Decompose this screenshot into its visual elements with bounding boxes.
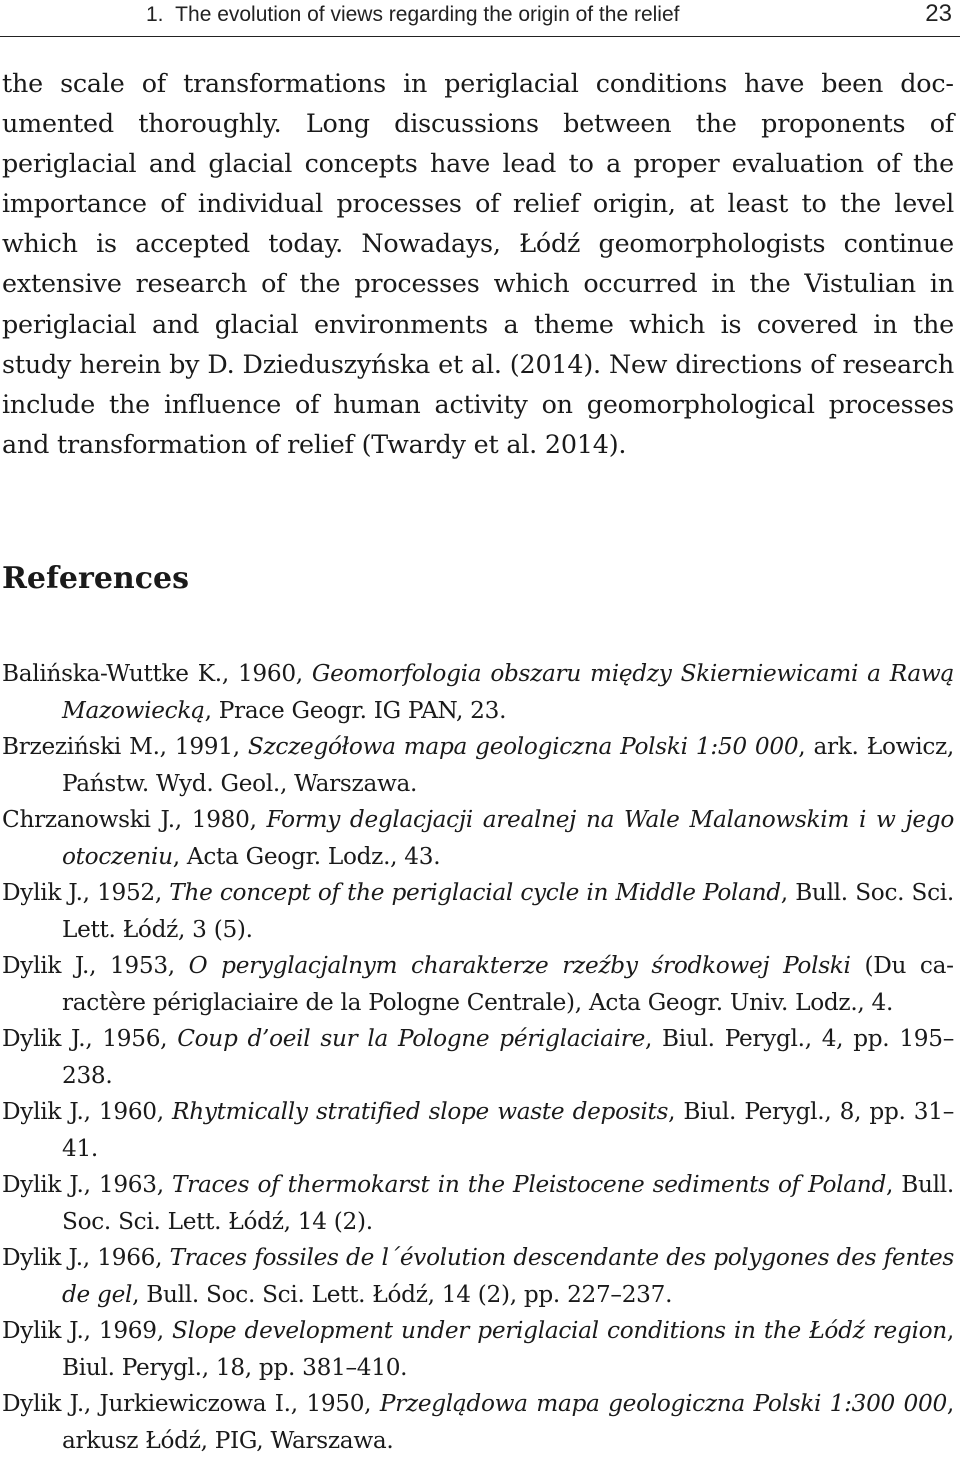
ref-year: , 1966, xyxy=(82,1244,170,1271)
ref-rest: , Acta Geogr. Lodz., 43. xyxy=(172,842,441,870)
references-list xyxy=(2,656,954,1459)
ref-author: Brzeziński M. xyxy=(2,733,160,760)
body-paragraph xyxy=(2,63,954,464)
ref-author: Dylik J. xyxy=(2,1098,84,1125)
ref-year: , 1960, xyxy=(221,660,312,687)
ref-author: Dylik J. xyxy=(2,1171,84,1198)
paragraph-part-b: Nowadays, Łódź geomorphologists continue extensive research of the processes which occurred in the Vistulian in periglacial and glacial environments a theme which is covered in the study herein by D. Dzieduszyńska et al. (2014). New directions of research include the influence of human activity on geomorphological processes and transformation of relief (Twardy et al. 2014). xyxy=(2,228,954,459)
ref-year: , 1956, xyxy=(85,1025,178,1052)
chapter-title: 1. The evolution of views regarding the origin of the relief xyxy=(146,3,680,26)
ref-author: Dylik J. xyxy=(2,1317,84,1344)
reference-item xyxy=(2,1386,954,1459)
running-header xyxy=(0,0,960,37)
ref-title: The concept of the periglacial cycle in Middle Poland xyxy=(169,879,781,906)
ref-year: , 1953, xyxy=(89,952,189,979)
ref-author: Dylik J. xyxy=(2,952,90,979)
ref-rest: , Bull. Soc. Sci. Lett. Łódź, 3 (5). xyxy=(62,879,954,943)
ref-rest: , Prace Geogr. IG PAN, 23. xyxy=(204,696,507,724)
reference-item xyxy=(2,1313,954,1386)
ref-title: Szczegółowa mapa geologiczna Polski 1:50 000 xyxy=(247,733,799,760)
ref-author: Dylik J. xyxy=(2,1244,83,1271)
reference-item xyxy=(2,802,954,875)
ref-year: , 1980, xyxy=(174,806,267,833)
ref-rest: , Biul. Perygl., 18, pp. 381–410. xyxy=(62,1317,954,1381)
ref-title: Coup d’oeil sur la Pologne périglaciaire xyxy=(177,1025,646,1052)
ref-author: Dylik J. xyxy=(2,1025,86,1052)
ref-rest: , arkusz Łódź, PIG, Warszawa. xyxy=(62,1390,954,1454)
reference-item xyxy=(2,1240,954,1313)
ref-year: , 1991, xyxy=(159,733,248,760)
ref-year: , 1950, xyxy=(290,1390,380,1417)
ref-rest: , ark. Łowicz, Państw. Wyd. Geol., Warszawa. xyxy=(62,733,954,797)
references-heading: References xyxy=(2,561,189,596)
ref-title: Geomorfologia obszaru między Skierniewicami a Rawą Mazowiecką xyxy=(62,660,954,724)
ref-author: Chrzanowski J. xyxy=(2,806,175,833)
ref-title: Rhytmically stratified slope waste deposits xyxy=(172,1098,669,1125)
ref-year: , 1952, xyxy=(82,879,170,906)
ref-title: Traces of thermokarst in the Pleistocene sediments of Poland xyxy=(172,1171,886,1198)
ref-author: Dylik J., Jurkiewiczowa I. xyxy=(2,1390,291,1417)
ref-author: Dylik J. xyxy=(2,879,83,906)
paragraph-part-a: the scale of transformations in periglacial conditions have been documented thoroughly. Long discussions between the proponents of periglacial and glacial concepts have lead to a proper evaluation of the importance of individual processes of relief origin, at least to the level which is accepted today. xyxy=(2,68,954,259)
ref-title: Formy deglacjacji arealnej na Wale Malanowskim i w jego otoczeniu xyxy=(62,806,954,870)
ref-year: , 1963, xyxy=(83,1171,173,1198)
ref-title: Slope development under periglacial conditions in the Łódź region xyxy=(172,1317,947,1344)
ref-rest: , Bull. Soc. Sci. Lett. Łódź, 14 (2), pp. 227–237. xyxy=(132,1280,673,1308)
page-number: 23 xyxy=(925,0,952,27)
ref-rest: , Biul. Perygl., 8, pp. 31–41. xyxy=(62,1098,955,1162)
reference-item xyxy=(2,729,954,802)
ref-title: Przeglądowa mapa geologiczna Polski 1:300 000 xyxy=(379,1390,947,1417)
reference-item xyxy=(2,1021,954,1094)
ref-rest: , Biul. Perygl., 4, pp. 195–238. xyxy=(62,1025,955,1089)
ref-rest: , Bull. Soc. Sci. Lett. Łódź, 14 (2). xyxy=(62,1171,954,1235)
ref-author: Balińska-Wuttke K. xyxy=(2,660,222,687)
ref-year: , 1960, xyxy=(83,1098,173,1125)
reference-item xyxy=(2,875,954,948)
reference-item xyxy=(2,1094,954,1167)
ref-rest: (Du caractère périglaciaire de la Pologne Centrale), Acta Geogr. Univ. Lodz., 4. xyxy=(62,952,954,1016)
reference-item xyxy=(2,656,954,729)
reference-item xyxy=(2,1167,954,1240)
ref-year: , 1969, xyxy=(83,1317,172,1344)
ref-title: Traces fossiles de l´évolution descendante des polygones des fentes de gel xyxy=(62,1244,955,1308)
reference-item xyxy=(2,948,954,1021)
ref-title: O peryglacjalnym charakterze rzeźby środkowej Polski xyxy=(188,952,851,979)
